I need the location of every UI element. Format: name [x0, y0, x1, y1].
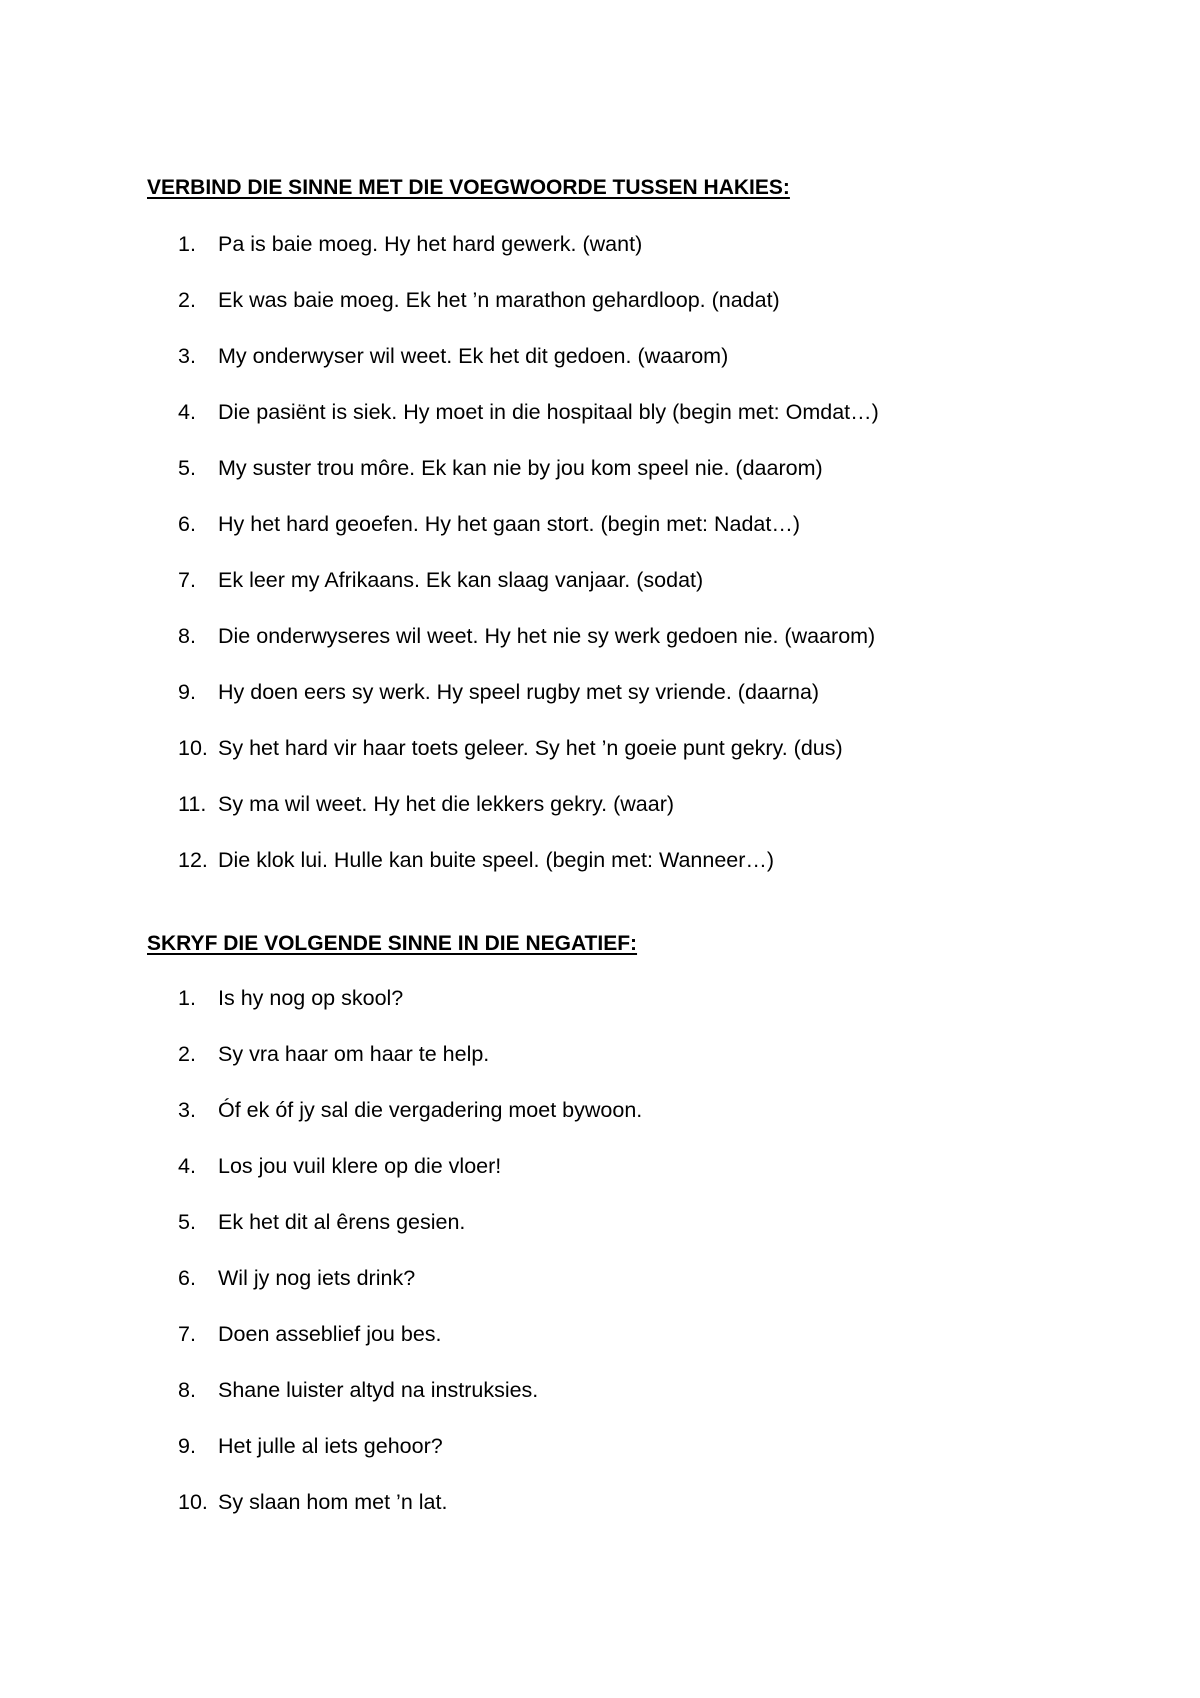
item-number: 4. [178, 1154, 196, 1178]
item-text: Het julle al iets gehoor? [218, 1434, 443, 1458]
item-text: Die onderwyseres wil weet. Hy het nie sy werk gedoen nie. (waarom) [218, 624, 876, 648]
item-text: Hy het hard geoefen. Hy het gaan stort. (begin met: Nadat…) [218, 512, 801, 536]
item-number: 6. [178, 512, 196, 536]
item-number: 2. [178, 1042, 196, 1066]
item-text: Ek leer my Afrikaans. Ek kan slaag vanjaar. (sodat) [218, 568, 704, 592]
item-number: 5. [178, 1210, 196, 1234]
item-number: 2. [178, 288, 196, 312]
item-number: 5. [178, 456, 196, 480]
item-number: 7. [178, 1322, 196, 1346]
section1-heading: VERBIND DIE SINNE MET DIE VOEGWOORDE TUSSEN HAKIES: [147, 176, 790, 199]
item-text: Sy het hard vir haar toets geleer. Sy het ’n goeie punt gekry. (dus) [218, 736, 843, 760]
item-number: 3. [178, 344, 196, 368]
item-text: Ek was baie moeg. Ek het ’n marathon gehardloop. (nadat) [218, 288, 780, 312]
item-text: Sy slaan hom met ’n lat. [218, 1490, 448, 1514]
item-number: 9. [178, 680, 196, 704]
item-text: Shane luister altyd na instruksies. [218, 1378, 539, 1402]
item-text: My onderwyser wil weet. Ek het dit gedoen. (waarom) [218, 344, 729, 368]
item-number: 7. [178, 568, 196, 592]
item-text: Pa is baie moeg. Hy het hard gewerk. (want) [218, 232, 643, 256]
item-number: 10. [178, 1490, 208, 1514]
item-number: 3. [178, 1098, 196, 1122]
item-text: Sy ma wil weet. Hy het die lekkers gekry. (waar) [218, 792, 675, 816]
item-text: My suster trou môre. Ek kan nie by jou kom speel nie. (daarom) [218, 456, 823, 480]
item-number: 12. [178, 848, 208, 872]
item-text: Is hy nog op skool? [218, 986, 404, 1010]
item-text: Óf ek óf jy sal die vergadering moet bywoon. [218, 1098, 643, 1122]
item-text: Wil jy nog iets drink? [218, 1266, 416, 1290]
item-text: Die klok lui. Hulle kan buite speel. (begin met: Wanneer…) [218, 848, 775, 872]
item-number: 8. [178, 1378, 196, 1402]
item-number: 6. [178, 1266, 196, 1290]
item-text: Doen asseblief jou bes. [218, 1322, 442, 1346]
item-text: Sy vra haar om haar te help. [218, 1042, 490, 1066]
item-text: Los jou vuil klere op die vloer! [218, 1154, 502, 1178]
item-number: 1. [178, 986, 196, 1010]
item-number: 11. [178, 792, 207, 816]
item-text: Die pasiënt is siek. Hy moet in die hospitaal bly (begin met: Omdat…) [218, 400, 879, 424]
item-text: Hy doen eers sy werk. Hy speel rugby met sy vriende. (daarna) [218, 680, 820, 704]
item-number: 8. [178, 624, 196, 648]
section2-heading: SKRYF DIE VOLGENDE SINNE IN DIE NEGATIEF: [147, 932, 638, 955]
item-text: Ek het dit al êrens gesien. [218, 1210, 466, 1234]
item-number: 1. [178, 232, 196, 256]
item-number: 9. [178, 1434, 196, 1458]
item-number: 4. [178, 400, 196, 424]
item-number: 10. [178, 736, 208, 760]
